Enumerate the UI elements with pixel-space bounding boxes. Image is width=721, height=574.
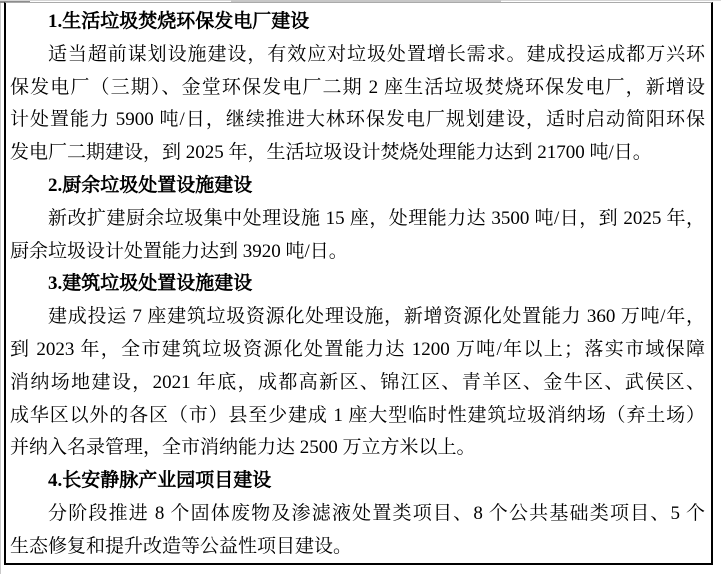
document-table-cell: [4, 2, 713, 565]
section-4-heading: 4.长安静脉产业园项目建设: [48, 470, 272, 492]
section-1-line-1: 适当超前谋划设施建设，有效应对垃圾处置增长需求。建成投运成都万兴环: [48, 43, 705, 65]
section-1: [10, 6, 705, 170]
section-2-line-2: 厨余垃圾设计处置能力达到 3920 吨/日。: [10, 240, 348, 262]
section-3-line-1: 建成投运 7 座建筑垃圾资源化处理设施，新增资源化处置能力 360 万吨/年，: [48, 306, 705, 328]
section-3-line-4: 成华区以外的各区（市）县至少建成 1 座大型临时性建筑垃圾消纳场（弃土场）: [10, 404, 705, 426]
section-3-line-3: 消纳场地建设，2021 年底，成都高新区、锦江区、青羊区、金牛区、武侯区、: [10, 371, 705, 393]
outer-table-left-border-fragment: [0, 0, 1, 574]
section-1-heading: 1.生活垃圾焚烧环保发电厂建设: [48, 11, 310, 32]
section-1-line-4: 发电厂二期建设，到 2025 年，生活垃圾设计焚烧处理能力达到 21700 吨/日。: [10, 142, 652, 164]
section-3: [10, 268, 705, 465]
section-1-line-2: 保发电厂（三期）、金堂环保发电厂二期 2 座生活垃圾焚烧环保发电厂，新增设: [10, 76, 705, 98]
section-4-line-2: 生态修复和提升改造等公益性项目建设。: [10, 535, 353, 557]
section-2-line-1: 新改扩建厨余垃圾集中处理设施 15 座，处理能力达 3500 吨/日，到 2025 年，: [48, 207, 705, 229]
section-3-line-2: 到 2023 年，全市建筑垃圾资源化处置能力达 1200 万吨/年以上；落实市域保障: [10, 338, 705, 360]
section-2-heading: 2.厨余垃圾处置设施建设: [48, 174, 253, 196]
section-4: [10, 465, 705, 563]
section-1-line-3: 计处置能力 5900 吨/日，继续推进大林环保发电厂规划建设，适时启动简阳环保: [10, 109, 705, 131]
section-4-line-1: 分阶段推进 8 个固体废物及渗滤液处置类项目、8 个公共基础类项目、5 个: [48, 502, 705, 524]
section-2: [10, 170, 705, 268]
section-3-heading: 3.建筑垃圾处置设施建设: [48, 273, 253, 295]
document-content: [6, 3, 711, 564]
section-3-line-5: 并纳入名录管理，全市消纳能力达 2500 万立方米以上。: [10, 437, 476, 459]
